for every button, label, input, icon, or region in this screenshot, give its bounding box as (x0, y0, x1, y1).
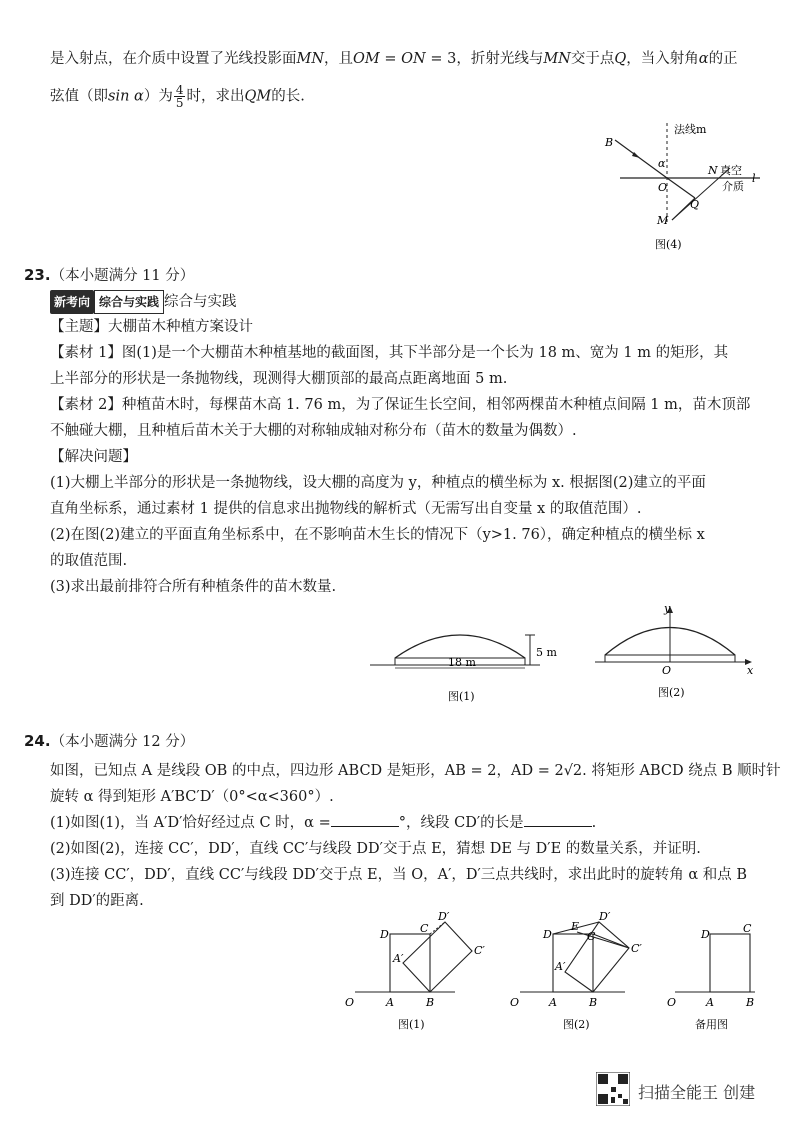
q23-part2-line1: (2)在图(2)建立的平面直角坐标系中，在不影响苗木生长的情况下（y>1. 76），确定种植点的横坐标 x (50, 527, 705, 543)
svg-text:O: O (345, 996, 355, 1009)
svg-text:A′: A′ (393, 952, 404, 965)
svg-text:D′: D′ (438, 910, 450, 923)
height-label: 5 m (536, 646, 557, 659)
q23-theme: 【主题】大棚苗木种植方案设计 (50, 319, 253, 335)
svg-text:B: B (426, 996, 435, 1009)
svg-text:C: C (743, 922, 752, 935)
q24-figure-2-caption: 图(2) (563, 1018, 590, 1031)
q23-material1-line2: 上半部分的形状是一条抛物线，现测得大棚顶部的最高点距离地面 5 m. (50, 371, 508, 387)
svg-text:M: M (657, 214, 669, 227)
q23-figure-2 (590, 600, 760, 710)
svg-text:真空: 真空 (720, 164, 742, 177)
figure-1-caption: 图(1) (448, 690, 475, 703)
tag-practice: 综合与实践 (94, 290, 164, 314)
q23-figure-1 (360, 620, 560, 710)
q24-figure-1 (340, 910, 500, 1040)
q23-part2-line2: 的取值范围. (50, 553, 128, 569)
svg-text:N: N (708, 164, 718, 177)
tag-new-direction: 新考向 (50, 290, 94, 314)
svg-text:A′: A′ (555, 960, 566, 973)
svg-text:B: B (605, 136, 614, 149)
svg-text:O: O (667, 996, 677, 1009)
svg-text:C: C (420, 922, 429, 935)
q24-figure-2 (505, 910, 665, 1040)
q24-header: 24.（本小题满分 12 分） (24, 732, 195, 750)
normal-label: 法线m (674, 123, 707, 136)
answer-blank-alpha[interactable] (331, 812, 399, 827)
q24-spare-figure (665, 910, 775, 1040)
svg-text:介质: 介质 (722, 180, 744, 193)
svg-text:O: O (510, 996, 520, 1009)
q23-material2-line1: 【素材 2】种植苗木时，每棵苗木高 1. 76 m，为了保证生长空间，相邻两棵苗木种植点间隔 1 m，苗木顶部 (50, 397, 751, 413)
svg-text:D: D (543, 928, 552, 941)
figure-2-caption: 图(2) (658, 686, 685, 699)
svg-text:l: l (752, 172, 756, 185)
q23-tags: 新考向 综合与实践 综合与实践 (50, 290, 760, 314)
svg-text:C′: C′ (474, 944, 485, 957)
q23-material2-line2: 不触碰大棚，且种植后苗木关于大棚的对称轴成轴对称分布（苗木的数量为偶数）. (50, 423, 577, 439)
q24-part3-line2: 到 DD′的距离. (50, 893, 144, 909)
svg-text:D: D (701, 928, 710, 941)
qr-code-icon (596, 1072, 630, 1106)
q24-line-1: 如图，已知点 A 是线段 OB 的中点，四边形 ABCD 是矩形，AB = 2，AD = 2√2. 将矩形 ABCD 绕点 B 顺时针 (50, 763, 781, 779)
q22-line-1: 是入射点，在介质中设置了光线投影面MN，且OM = ON = 3，折射光线与MN交于点Q，当入射角α的正 (50, 51, 738, 67)
q23-header: 23.（本小题满分 11 分） (24, 266, 195, 284)
svg-text:D: D (380, 928, 389, 941)
width-label: 18 m (448, 656, 476, 669)
svg-text:A: A (549, 996, 557, 1009)
svg-text:C′: C′ (631, 942, 642, 955)
q23-part1-line2: 直角坐标系，通过素材 1 提供的信息求出抛物线的解析式（无需写出自变量 x 的取值范围）. (50, 501, 642, 517)
svg-text:O: O (662, 664, 672, 677)
svg-text:α: α (658, 157, 666, 170)
q24-line-2: 旋转 α 得到矩形 A′BC′D′（0°<α<360°）. (50, 789, 334, 805)
svg-text:O: O (658, 181, 668, 194)
q23-part3: (3)求出最前排符合所有种植条件的苗木数量. (50, 579, 337, 595)
svg-text:Q: Q (690, 198, 700, 211)
svg-text:y: y (664, 602, 671, 615)
q23-material1-line1: 【素材 1】图(1)是一个大棚苗木种植基地的截面图，其下半部分是一个长为 18 m、宽为 1 m 的矩形，其 (50, 345, 729, 361)
spare-figure-caption: 备用图 (695, 1018, 728, 1031)
q23-solve-heading: 【解决问题】 (50, 449, 137, 465)
svg-text:B: B (746, 996, 755, 1009)
svg-text:x: x (747, 664, 754, 677)
svg-text:A: A (706, 996, 714, 1009)
svg-text:C: C (587, 930, 596, 943)
q23-part1-line1: (1)大棚上半部分的形状是一条抛物线，设大棚的高度为 y，种植点的横坐标为 x. 根据图(2)建立的平面 (50, 475, 706, 491)
q24-figure-1-caption: 图(1) (398, 1018, 425, 1031)
figure-4-caption: 图(4) (655, 238, 682, 251)
q22-line-2: 弦值（即sin α）为 $\frac{4}{5}$ 时，求出QM的长. (50, 83, 305, 110)
q24-part2: (2)如图(2)，连接 CC′，DD′，直线 CC′与线段 DD′交于点 E，猜想 DE 与 D′E 的数量关系，并证明. (50, 841, 701, 857)
svg-text:D′: D′ (599, 910, 611, 923)
watermark-text: 扫描全能王 创建 (638, 1083, 756, 1102)
q24-part1: (1)如图(1)，当 A′D′恰好经过点 C 时，α = °，线段 CD′的长是 . (50, 812, 760, 834)
q24-part3-line1: (3)连接 CC′，DD′，直线 CC′与线段 DD′交于点 E，当 O，A′，D′三点共线时，求出此时的旋转角 α 和点 B (50, 867, 748, 883)
svg-text:A: A (386, 996, 394, 1009)
q22-figure-4 (590, 118, 770, 258)
svg-text:B: B (589, 996, 598, 1009)
svg-text:E: E (571, 920, 580, 933)
fraction-four-fifths: $\frac{4}{5}$ (175, 83, 184, 110)
answer-blank-cd[interactable] (524, 812, 592, 827)
